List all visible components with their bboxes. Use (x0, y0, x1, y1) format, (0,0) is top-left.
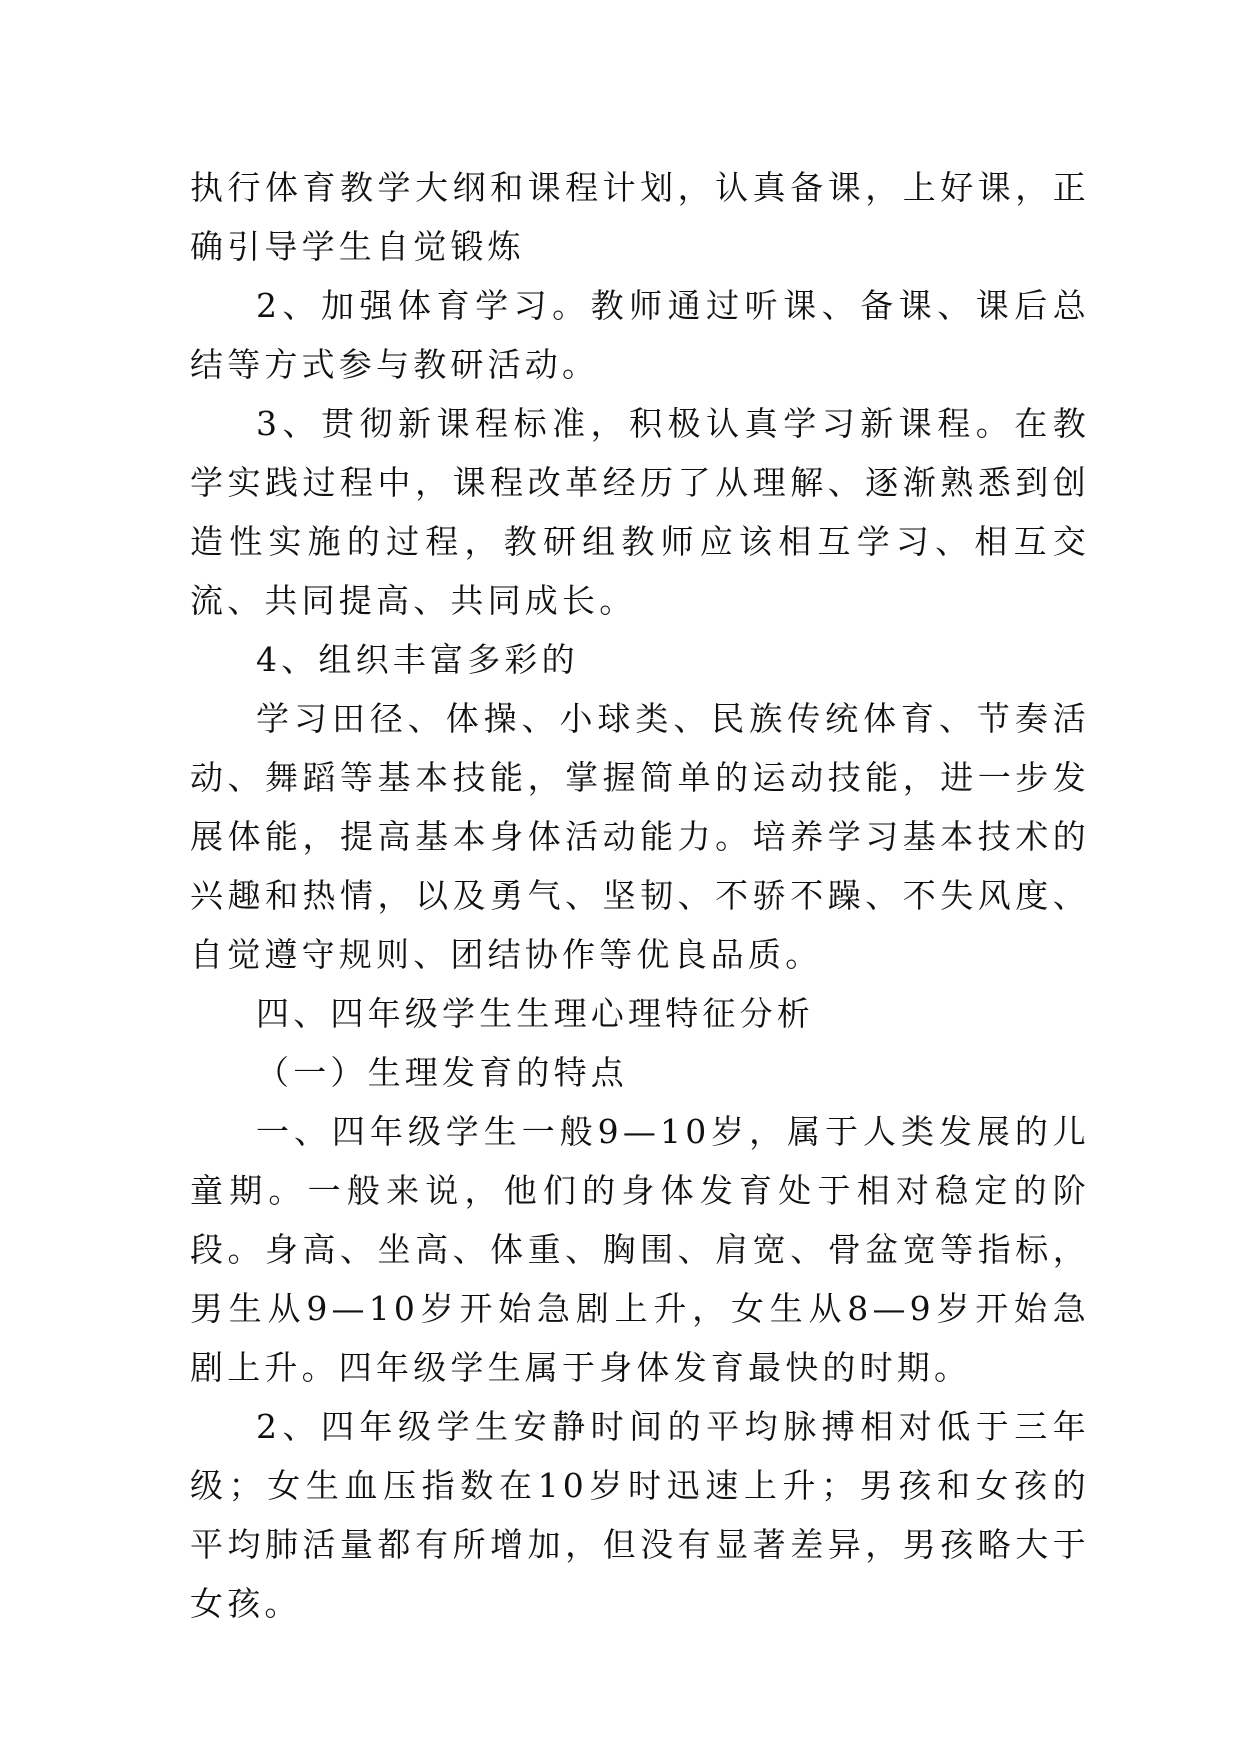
subsection-heading: （一）生理发育的特点 (256, 1053, 628, 1092)
paragraph-1: 执行体育教学大纲和课程计划，认真备课，上好课，正确引导学生自觉锻炼 (190, 168, 1090, 266)
paragraph-7: 2、四年级学生安静时间的平均脉搏相对低于三年级；女生血压指数在10岁时迅速上升；男孩和女孩的平均肺活量都有所增加，但没有显著差异，男孩略大于女孩。 (190, 1407, 1090, 1623)
paragraph-5: 学习田径、体操、小球类、民族传统体育、节奏活动、舞蹈等基本技能，掌握简单的运动技能，进一步发展体能，提高基本身体活动能力。培养学习基本技术的兴趣和热情，以及勇气、坚韧、不骄不躁、不失风度、自觉遵守规则、团结协作等优良品质。 (190, 699, 1090, 974)
document-body (190, 158, 1090, 1633)
section-heading: 四、四年级学生生理心理特征分析 (256, 994, 814, 1033)
paragraph-2: 2、加强体育学习。教师通过听课、备课、课后总结等方式参与教研活动。 (190, 286, 1090, 384)
paragraph-3: 3、贯彻新课程标准，积极认真学习新课程。在教学实践过程中，课程改革经历了从理解、逐渐熟悉到创造性实施的过程，教研组教师应该相互学习、相互交流、共同提高、共同成长。 (190, 404, 1090, 620)
paragraph-4: 4、组织丰富多彩的 (256, 640, 579, 679)
paragraph-6: 一、四年级学生一般9—10岁，属于人类发展的儿童期。一般来说，他们的身体发育处于相对稳定的阶段。身高、坐高、体重、胸围、肩宽、骨盆宽等指标，男生从9—10岁开始急剧上升，女生从8—9岁开始急剧上升。四年级学生属于身体发育最快的时期。 (190, 1112, 1090, 1387)
